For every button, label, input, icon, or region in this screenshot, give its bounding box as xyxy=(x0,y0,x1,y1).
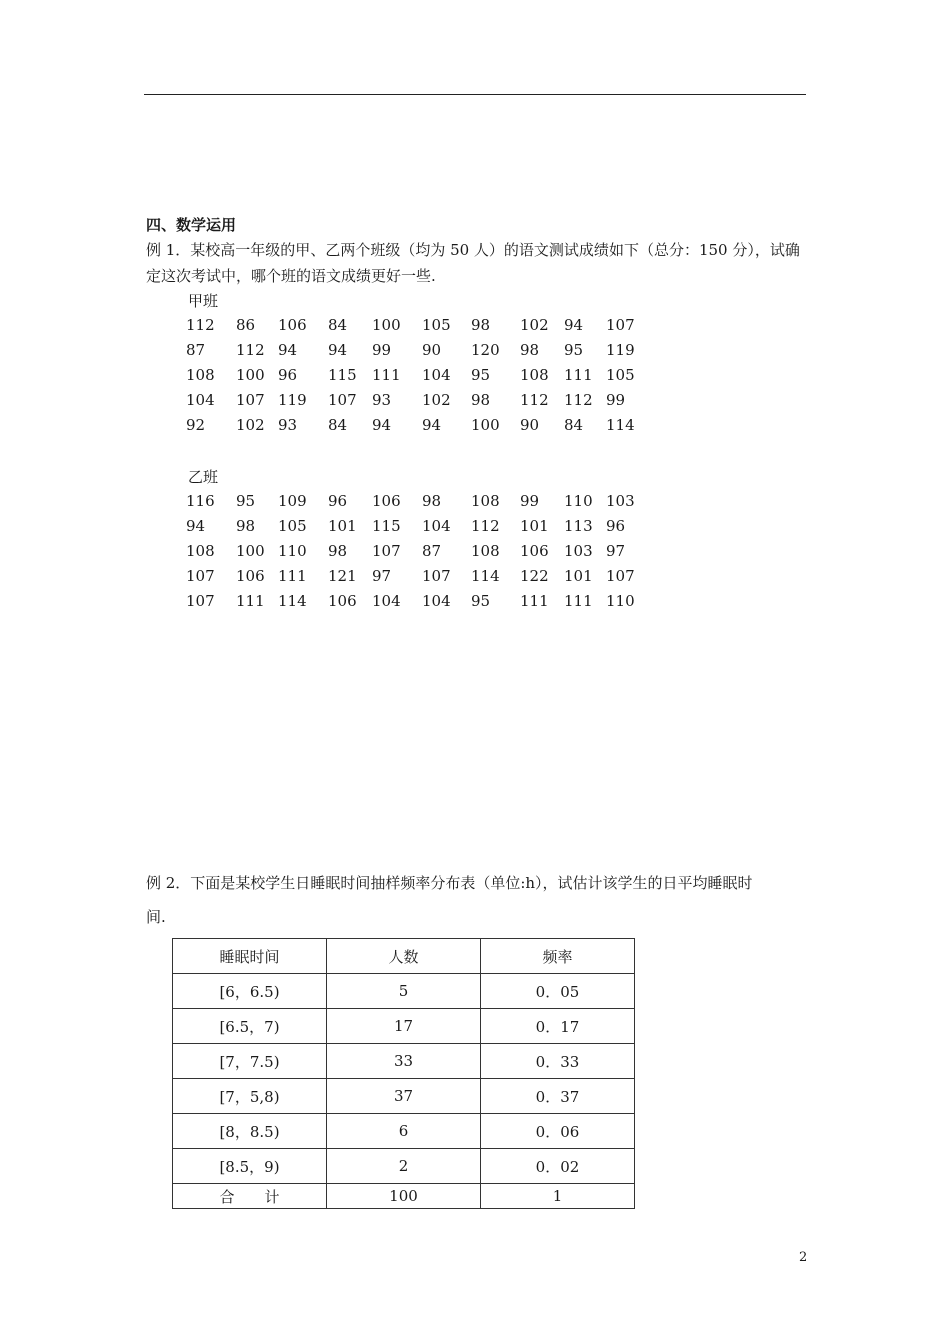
header-sleep-time: 睡眠时间 xyxy=(173,939,327,974)
score-cell: 101 xyxy=(520,517,549,535)
score-cell: 107 xyxy=(372,542,401,560)
score-cell: 119 xyxy=(278,391,307,409)
score-cell: 99 xyxy=(520,492,540,510)
table-row xyxy=(173,974,635,1009)
score-cell: 97 xyxy=(372,567,392,585)
score-cell: 111 xyxy=(278,567,307,585)
score-cell: 111 xyxy=(372,366,401,384)
score-cell: 96 xyxy=(328,492,348,510)
class-a-label: 甲班 xyxy=(188,292,219,310)
table-row xyxy=(173,1079,635,1114)
score-cell: 111 xyxy=(520,592,549,610)
table-row xyxy=(173,1149,635,1184)
section-heading: 四、数学运用 xyxy=(146,216,237,234)
cell-sleep-time: [8，8.5) xyxy=(173,1114,327,1149)
score-cell: 113 xyxy=(564,517,593,535)
score-cell: 107 xyxy=(606,567,635,585)
score-cell: 87 xyxy=(422,542,442,560)
score-cell: 97 xyxy=(606,542,626,560)
score-cell: 107 xyxy=(186,567,215,585)
score-cell: 122 xyxy=(520,567,549,585)
score-cell: 104 xyxy=(372,592,401,610)
total-count: 100 xyxy=(327,1184,481,1209)
score-cell: 100 xyxy=(236,366,265,384)
score-cell: 119 xyxy=(606,341,635,359)
score-cell: 112 xyxy=(520,391,549,409)
score-cell: 98 xyxy=(422,492,442,510)
example1-line2: 定这次考试中，哪个班的语文成绩更好一些. xyxy=(146,267,436,285)
score-cell: 108 xyxy=(186,542,215,560)
score-cell: 108 xyxy=(186,366,215,384)
cell-sleep-time: [7，7.5) xyxy=(173,1044,327,1079)
score-cell: 93 xyxy=(278,416,298,434)
table-row xyxy=(173,1009,635,1044)
score-cell: 105 xyxy=(606,366,635,384)
score-cell: 93 xyxy=(372,391,392,409)
cell-frequency: 0．06 xyxy=(481,1114,635,1149)
score-cell: 84 xyxy=(328,416,348,434)
score-cell: 98 xyxy=(328,542,348,560)
frequency-table xyxy=(172,938,635,1209)
score-cell: 108 xyxy=(471,492,500,510)
score-cell: 109 xyxy=(278,492,307,510)
total-frequency: 1 xyxy=(481,1184,635,1209)
score-cell: 99 xyxy=(606,391,626,409)
cell-count: 5 xyxy=(327,974,481,1009)
score-cell: 114 xyxy=(471,567,500,585)
example1-line1: 例 1．某校高一年级的甲、乙两个班级（均为 50 人）的语文测试成绩如下（总分：150 分），试确 xyxy=(146,241,800,259)
score-cell: 108 xyxy=(520,366,549,384)
score-cell: 95 xyxy=(471,592,491,610)
score-cell: 112 xyxy=(236,341,265,359)
table-row xyxy=(173,1044,635,1079)
score-cell: 84 xyxy=(328,316,348,334)
score-cell: 99 xyxy=(372,341,392,359)
score-cell: 121 xyxy=(328,567,357,585)
score-cell: 111 xyxy=(564,592,593,610)
cell-count: 37 xyxy=(327,1079,481,1114)
cell-frequency: 0．37 xyxy=(481,1079,635,1114)
score-cell: 94 xyxy=(186,517,206,535)
score-cell: 104 xyxy=(422,366,451,384)
score-cell: 111 xyxy=(236,592,265,610)
cell-count: 17 xyxy=(327,1009,481,1044)
score-cell: 94 xyxy=(278,341,298,359)
score-cell: 84 xyxy=(564,416,584,434)
score-cell: 100 xyxy=(372,316,401,334)
score-cell: 86 xyxy=(236,316,256,334)
score-cell: 106 xyxy=(520,542,549,560)
score-cell: 105 xyxy=(422,316,451,334)
score-cell: 102 xyxy=(422,391,451,409)
score-cell: 101 xyxy=(564,567,593,585)
score-cell: 112 xyxy=(471,517,500,535)
score-cell: 106 xyxy=(372,492,401,510)
score-cell: 95 xyxy=(564,341,584,359)
cell-count: 6 xyxy=(327,1114,481,1149)
header-frequency: 频率 xyxy=(481,939,635,974)
score-cell: 115 xyxy=(372,517,401,535)
score-cell: 104 xyxy=(422,592,451,610)
score-cell: 96 xyxy=(606,517,626,535)
example2-line1: 例 2．下面是某校学生日睡眠时间抽样频率分布表（单位:h），试估计该学生的日平均睡眠时 xyxy=(146,874,753,892)
score-cell: 103 xyxy=(564,542,593,560)
cell-sleep-time: [7，5,8) xyxy=(173,1079,327,1114)
score-cell: 95 xyxy=(471,366,491,384)
score-cell: 98 xyxy=(520,341,540,359)
header-rule xyxy=(144,94,806,95)
score-cell: 112 xyxy=(564,391,593,409)
score-cell: 104 xyxy=(422,517,451,535)
score-cell: 107 xyxy=(422,567,451,585)
score-cell: 98 xyxy=(236,517,256,535)
cell-frequency: 0．17 xyxy=(481,1009,635,1044)
score-cell: 108 xyxy=(471,542,500,560)
score-cell: 116 xyxy=(186,492,215,510)
cell-count: 33 xyxy=(327,1044,481,1079)
score-cell: 107 xyxy=(606,316,635,334)
score-cell: 102 xyxy=(236,416,265,434)
page-number: 2 xyxy=(799,1250,808,1265)
score-cell: 98 xyxy=(471,391,491,409)
cell-sleep-time: [6.5，7) xyxy=(173,1009,327,1044)
score-cell: 104 xyxy=(186,391,215,409)
table-row xyxy=(173,1114,635,1149)
score-cell: 106 xyxy=(236,567,265,585)
score-cell: 94 xyxy=(372,416,392,434)
score-cell: 110 xyxy=(564,492,593,510)
score-cell: 92 xyxy=(186,416,206,434)
score-cell: 90 xyxy=(422,341,442,359)
score-cell: 106 xyxy=(278,316,307,334)
score-cell: 115 xyxy=(328,366,357,384)
cell-count: 2 xyxy=(327,1149,481,1184)
score-cell: 87 xyxy=(186,341,206,359)
class-b-label: 乙班 xyxy=(188,468,219,486)
score-cell: 114 xyxy=(606,416,635,434)
cell-frequency: 0．05 xyxy=(481,974,635,1009)
score-cell: 94 xyxy=(564,316,584,334)
score-cell: 110 xyxy=(278,542,307,560)
score-cell: 102 xyxy=(520,316,549,334)
table-total-row xyxy=(173,1184,635,1209)
score-cell: 90 xyxy=(520,416,540,434)
total-label: 合 计 xyxy=(173,1184,327,1209)
score-cell: 100 xyxy=(471,416,500,434)
score-cell: 111 xyxy=(564,366,593,384)
score-cell: 114 xyxy=(278,592,307,610)
score-cell: 100 xyxy=(236,542,265,560)
score-cell: 96 xyxy=(278,366,298,384)
score-cell: 120 xyxy=(471,341,500,359)
cell-sleep-time: [8.5，9) xyxy=(173,1149,327,1184)
header-count: 人数 xyxy=(327,939,481,974)
score-cell: 107 xyxy=(236,391,265,409)
score-cell: 94 xyxy=(422,416,442,434)
score-cell: 98 xyxy=(471,316,491,334)
score-cell: 94 xyxy=(328,341,348,359)
cell-frequency: 0．02 xyxy=(481,1149,635,1184)
score-cell: 112 xyxy=(186,316,215,334)
cell-frequency: 0．33 xyxy=(481,1044,635,1079)
score-cell: 101 xyxy=(328,517,357,535)
example2-line2: 间. xyxy=(146,908,166,926)
score-cell: 95 xyxy=(236,492,256,510)
score-cell: 105 xyxy=(278,517,307,535)
score-cell: 107 xyxy=(328,391,357,409)
score-cell: 110 xyxy=(606,592,635,610)
score-cell: 107 xyxy=(186,592,215,610)
cell-sleep-time: [6，6.5) xyxy=(173,974,327,1009)
table-header-row xyxy=(173,939,635,974)
score-cell: 106 xyxy=(328,592,357,610)
score-cell: 103 xyxy=(606,492,635,510)
